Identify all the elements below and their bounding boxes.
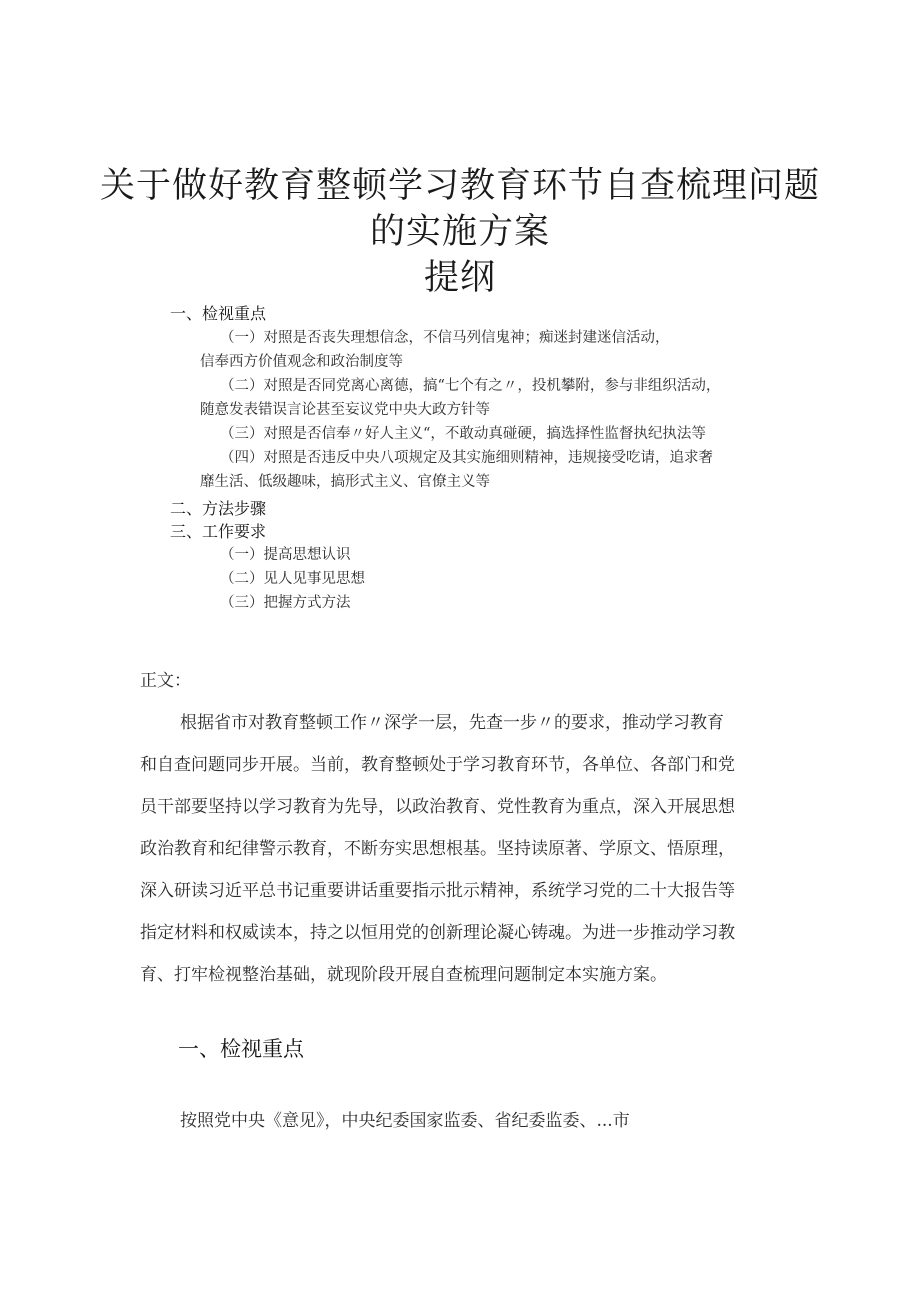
paragraph-line: 指定材料和权威读本，持之以恒用党的创新理论凝心铸魂。为进一步推动学习教: [140, 923, 735, 943]
document-title-line-2: 的实施方案: [369, 212, 550, 252]
outline-requirement-2: （二）见人见事见思想: [220, 571, 365, 587]
body-label: 正文：: [140, 671, 191, 691]
outline-item-1-line-2: 信奉西方价值观念和政治制度等: [200, 354, 403, 370]
outline-item-1-line-1: （一）对照是否丧失理想信念，不信马列信鬼神；痴迷封建迷信活动，: [220, 330, 670, 346]
paragraph-line: 育、打牢检视整治基础，就现阶段开展自查梳理问题制定本实施方案。: [140, 965, 667, 985]
document-title-line-1: 关于做好教育整顿学习教育环节自查梳理问题: [99, 166, 820, 206]
paragraph-line: 和自查问题同步开展。当前，教育整顿处于学习教育环节，各单位、各部门和党: [140, 755, 735, 775]
outline-heading-3: 三、工作要求: [170, 522, 267, 541]
outline-item-2-line-2: 随意发表错误言论甚至妄议党中央大政方针等: [200, 402, 490, 418]
outline-item-2-line-1: （二）对照是否同党离心离德，搞“七个有之〃，投机攀附，参与非组织活动，: [220, 378, 721, 394]
outline-requirement-3: （三）把握方式方法: [220, 595, 351, 611]
outline-heading-1: 一、检视重点: [170, 304, 267, 323]
document-subtitle: 提纲: [423, 258, 496, 298]
paragraph-line: 员干部要坚持以学习教育为先导，以政治教育、党性教育为重点，深入开展思想: [140, 797, 735, 817]
paragraph-line: 按照党中央《意见》，中央纪委国家监委、省纪委监委、...市: [180, 1111, 630, 1131]
paragraph-line: 深入研读习近平总书记重要讲话重要指示批示精神，系统学习党的二十大报告等: [140, 881, 735, 901]
paragraph-line: 根据省市对教育整顿工作〃深学一层，先查一步〃的要求，推动学习教育: [180, 713, 724, 733]
outline-requirement-1: （一）提高思想认识: [220, 547, 351, 563]
outline-item-3: （三）对照是否信奉〃好人主义“，不敢动真碰硬，搞选择性监督执纪执法等: [220, 426, 706, 442]
paragraph-line: 政治教育和纪律警示教育，不断夯实思想根基。坚持读原著、学原文、悟原理，: [140, 839, 735, 859]
outline-item-4-line-1: （四）对照是否违反中央八项规定及其实施细则精神，违规接受吃请，追求奢: [220, 450, 713, 466]
outline-heading-2: 二、方法步骤: [170, 499, 267, 518]
section-heading: 一、检视重点: [178, 1037, 304, 1061]
outline-item-4-line-2: 靡生活、低级趣味，搞形式主义、官僚主义等: [200, 474, 490, 490]
